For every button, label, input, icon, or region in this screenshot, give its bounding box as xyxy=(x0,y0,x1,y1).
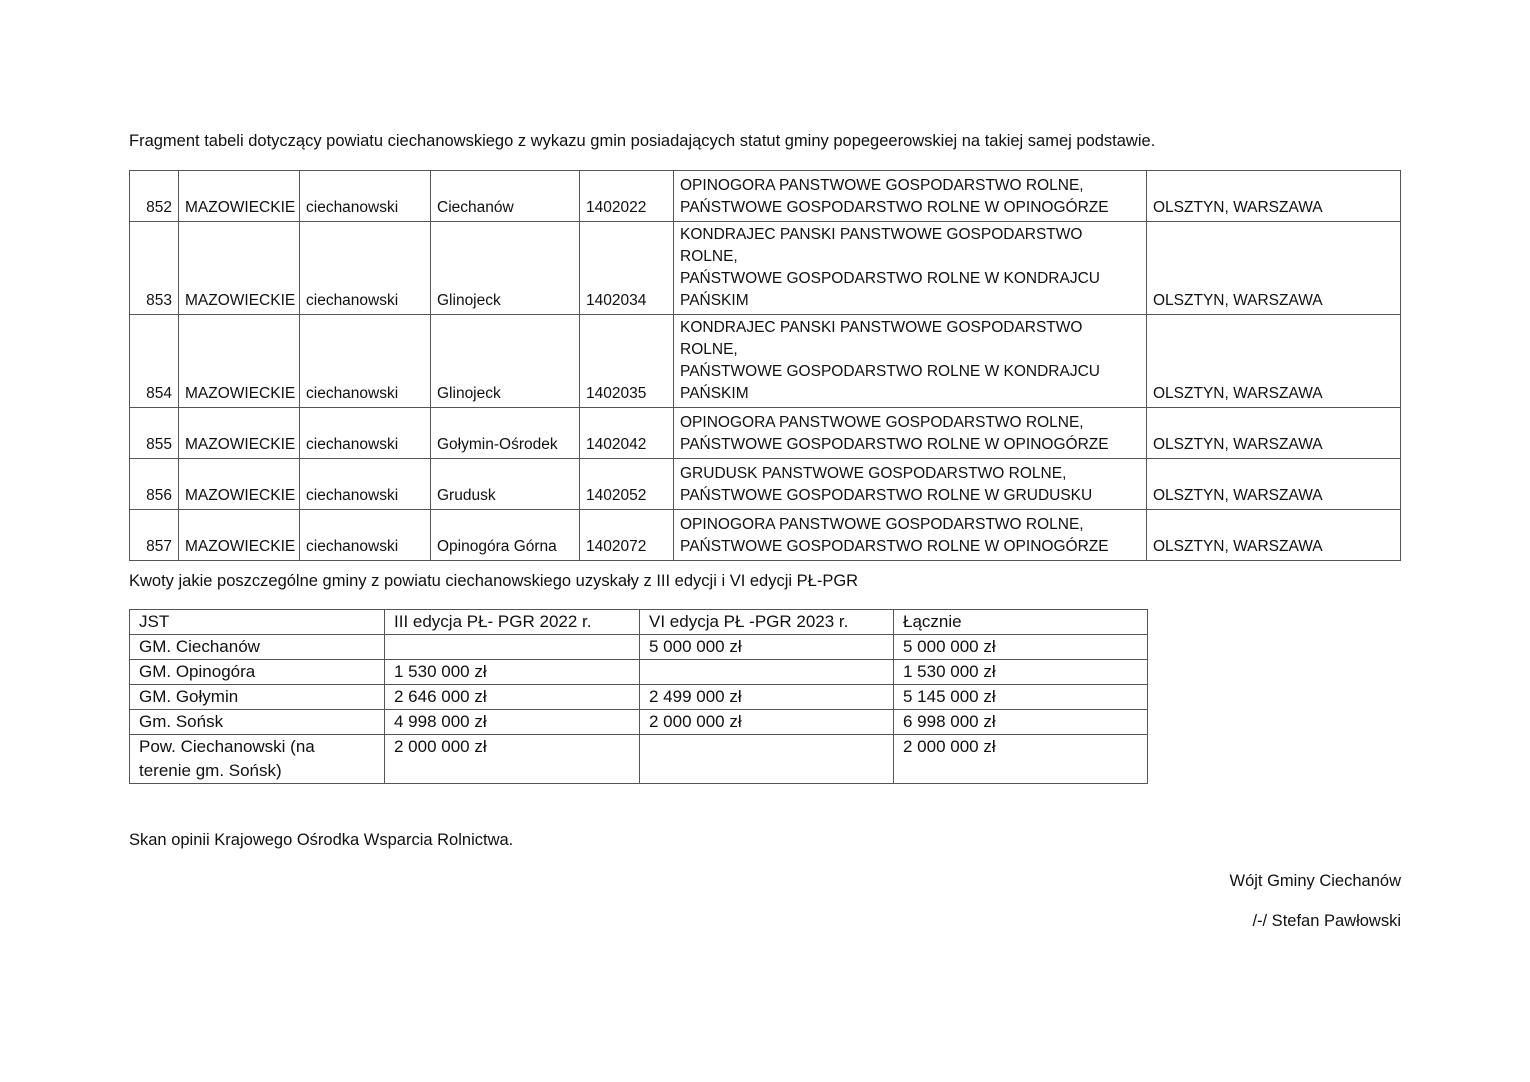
amount-cell xyxy=(385,685,640,710)
oddzial-cell: OLSZTYN, WARSZAWA xyxy=(1147,510,1401,561)
pgr-name-cell xyxy=(674,315,1147,408)
amount-cell xyxy=(385,635,640,660)
oddzial-cell: OLSZTYN, WARSZAWA xyxy=(1147,171,1401,222)
gminy-pgr-table xyxy=(129,170,1401,561)
amount-cell xyxy=(894,710,1148,735)
table-row xyxy=(130,315,1401,408)
lp-cell: 853 xyxy=(130,222,179,315)
jst-cell xyxy=(130,685,385,710)
amount-cell xyxy=(894,685,1148,710)
kwoty-heading: Kwoty jakie poszczególne gminy z powiatu ciechanowskiego uzyskały z III edycji i VI edycji PŁ-PGR xyxy=(129,572,859,590)
table-row xyxy=(130,635,1148,660)
gmina-cell: Grudusk xyxy=(431,459,580,510)
lp-cell: 855 xyxy=(130,408,179,459)
teryt-code-cell: 1402052 xyxy=(580,459,674,510)
pgr-name-cell xyxy=(674,510,1147,561)
jst-cell-line: Pow. Ciechanowski (na xyxy=(139,737,315,756)
header-row xyxy=(130,610,1148,635)
lp-cell: 852 xyxy=(130,171,179,222)
amount-cell-line: 5 000 000 zł xyxy=(649,637,742,656)
pgr-name-cell-line: GRUDUSK PANSTWOWE GOSPODARSTWO ROLNE, xyxy=(680,465,1067,482)
table-row xyxy=(130,735,1148,784)
pgr-name-cell-line: PAŃSKIM xyxy=(680,292,749,309)
lp-cell: 854 xyxy=(130,315,179,408)
pgr-name-cell-line: PAŃSTWOWE GOSPODARSTWO ROLNE W GRUDUSKU xyxy=(680,487,1093,504)
amount-cell-line: 6 998 000 zł xyxy=(903,712,996,731)
gmina-cell: Opinogóra Górna xyxy=(431,510,580,561)
amount-cell-line: 2 499 000 zł xyxy=(649,687,742,706)
gmina-cell: Glinojeck xyxy=(431,315,580,408)
wojewodztwo-cell: MAZOWIECKIE xyxy=(179,459,300,510)
lp-cell: 856 xyxy=(130,459,179,510)
lp-cell: 857 xyxy=(130,510,179,561)
pgr-name-cell-line: PAŃSTWOWE GOSPODARSTWO ROLNE W KONDRAJCU xyxy=(680,363,1100,380)
column-header: III edycja PŁ- PGR 2022 r. xyxy=(385,610,640,635)
signature-name: /-/ Stefan Pawłowski xyxy=(1252,912,1401,930)
wojewodztwo-cell: MAZOWIECKIE xyxy=(179,171,300,222)
signature-title: Wójt Gminy Ciechanów xyxy=(1229,872,1401,890)
amount-cell xyxy=(640,735,894,784)
jst-cell xyxy=(130,660,385,685)
wojewodztwo-cell: MAZOWIECKIE xyxy=(179,315,300,408)
teryt-code-cell: 1402035 xyxy=(580,315,674,408)
powiat-cell: ciechanowski xyxy=(300,315,431,408)
pgr-name-cell-line: PAŃSTWOWE GOSPODARSTWO ROLNE W OPINOGÓRZE xyxy=(680,436,1109,453)
kwoty-table xyxy=(129,609,1148,784)
amount-cell xyxy=(894,660,1148,685)
jst-cell-line: terenie gm. Sońsk) xyxy=(139,761,282,780)
amount-cell-line: 2 000 000 zł xyxy=(903,737,996,756)
column-header: JST xyxy=(130,610,385,635)
pgr-name-cell-line: OPINOGORA PANSTWOWE GOSPODARSTWO ROLNE, xyxy=(680,177,1084,194)
pgr-name-cell xyxy=(674,222,1147,315)
jst-cell-line: Gm. Sońsk xyxy=(139,712,224,731)
pgr-name-cell-line: PAŃSTWOWE GOSPODARSTWO ROLNE W KONDRAJCU xyxy=(680,270,1100,287)
teryt-code-cell: 1402022 xyxy=(580,171,674,222)
table-row xyxy=(130,171,1401,222)
wojewodztwo-cell: MAZOWIECKIE xyxy=(179,510,300,561)
amount-cell-line: 1 530 000 zł xyxy=(903,662,996,681)
skan-note: Skan opinii Krajowego Ośrodka Wsparcia Rolnictwa. xyxy=(129,831,514,849)
amount-cell xyxy=(640,660,894,685)
table-row xyxy=(130,459,1401,510)
pgr-name-cell xyxy=(674,408,1147,459)
pgr-name-cell-line: OPINOGORA PANSTWOWE GOSPODARSTWO ROLNE, xyxy=(680,414,1084,431)
intro-paragraph: Fragment tabeli dotyczący powiatu ciechanowskiego z wykazu gmin posiadających statut gminy popegeerowskiej na takiej samej podstawie. xyxy=(129,132,1156,150)
pgr-name-cell-line: PAŃSTWOWE GOSPODARSTWO ROLNE W OPINOGÓRZE xyxy=(680,538,1109,555)
amount-cell xyxy=(385,660,640,685)
amount-cell xyxy=(385,735,640,784)
amount-cell-line: 1 530 000 zł xyxy=(394,662,487,681)
pgr-name-cell-line: KONDRAJEC PANSKI PANSTWOWE GOSPODARSTWO ROLNE, xyxy=(680,226,1083,265)
column-header: Łącznie xyxy=(894,610,1148,635)
wojewodztwo-cell: MAZOWIECKIE xyxy=(179,408,300,459)
gmina-cell: Ciechanów xyxy=(431,171,580,222)
oddzial-cell: OLSZTYN, WARSZAWA xyxy=(1147,315,1401,408)
column-header: VI edycja PŁ -PGR 2023 r. xyxy=(640,610,894,635)
amount-cell xyxy=(640,710,894,735)
gmina-cell: Glinojeck xyxy=(431,222,580,315)
pgr-name-cell-line: PAŃSTWOWE GOSPODARSTWO ROLNE W OPINOGÓRZE xyxy=(680,199,1109,216)
table-row xyxy=(130,510,1401,561)
amount-cell-line: 2 646 000 zł xyxy=(394,687,487,706)
table-row xyxy=(130,660,1148,685)
amount-cell-line: 2 000 000 zł xyxy=(649,712,742,731)
pgr-name-cell xyxy=(674,459,1147,510)
amount-cell xyxy=(385,710,640,735)
pgr-name-cell-line: KONDRAJEC PANSKI PANSTWOWE GOSPODARSTWO ROLNE, xyxy=(680,319,1083,358)
amount-cell xyxy=(894,735,1148,784)
amount-cell-line: 4 998 000 zł xyxy=(394,712,487,731)
pgr-name-cell-line: OPINOGORA PANSTWOWE GOSPODARSTWO ROLNE, xyxy=(680,516,1084,533)
teryt-code-cell: 1402034 xyxy=(580,222,674,315)
pgr-name-cell-line: PAŃSKIM xyxy=(680,385,749,402)
amount-cell-line: 2 000 000 zł xyxy=(394,737,487,756)
oddzial-cell: OLSZTYN, WARSZAWA xyxy=(1147,408,1401,459)
gmina-cell: Gołymin-Ośrodek xyxy=(431,408,580,459)
powiat-cell: ciechanowski xyxy=(300,222,431,315)
table-row xyxy=(130,222,1401,315)
table-row xyxy=(130,710,1148,735)
powiat-cell: ciechanowski xyxy=(300,408,431,459)
table-row xyxy=(130,685,1148,710)
jst-cell-line: GM. Gołymin xyxy=(139,687,239,706)
oddzial-cell: OLSZTYN, WARSZAWA xyxy=(1147,222,1401,315)
amount-cell-line: 5 145 000 zł xyxy=(903,687,996,706)
pgr-name-cell xyxy=(674,171,1147,222)
table-row xyxy=(130,408,1401,459)
jst-cell-line: GM. Ciechanów xyxy=(139,637,260,656)
teryt-code-cell: 1402072 xyxy=(580,510,674,561)
amount-cell xyxy=(894,635,1148,660)
powiat-cell: ciechanowski xyxy=(300,171,431,222)
amount-cell-line: 5 000 000 zł xyxy=(903,637,996,656)
jst-cell xyxy=(130,735,385,784)
amount-cell xyxy=(640,635,894,660)
teryt-code-cell: 1402042 xyxy=(580,408,674,459)
wojewodztwo-cell: MAZOWIECKIE xyxy=(179,222,300,315)
powiat-cell: ciechanowski xyxy=(300,510,431,561)
jst-cell xyxy=(130,635,385,660)
jst-cell-line: GM. Opinogóra xyxy=(139,662,256,681)
oddzial-cell: OLSZTYN, WARSZAWA xyxy=(1147,459,1401,510)
jst-cell xyxy=(130,710,385,735)
powiat-cell: ciechanowski xyxy=(300,459,431,510)
amount-cell xyxy=(640,685,894,710)
